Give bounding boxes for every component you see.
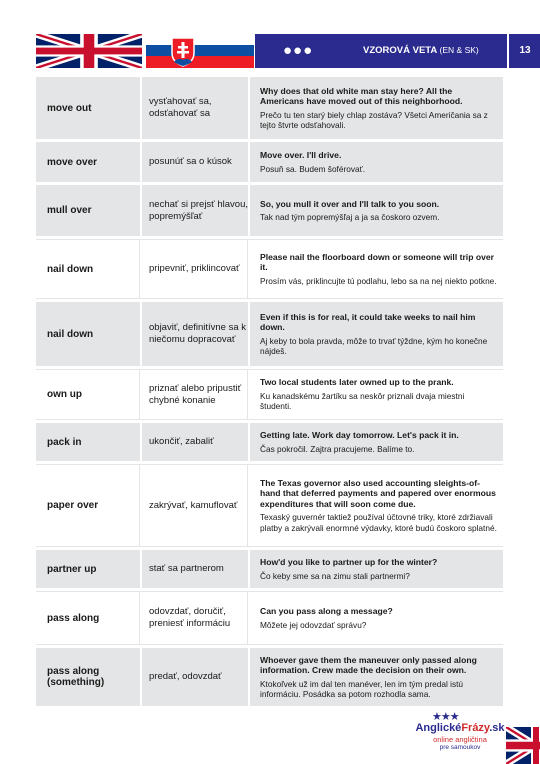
example-en: Whoever gave them the maneuver only passed along information. Crew made the decision on their own.	[260, 654, 477, 675]
title-text: VZOROVÁ VETA	[363, 45, 437, 56]
example-cell	[250, 592, 503, 644]
example-en: The Texas governor also used accounting sleights-of-hand that deferred payments and papered over enormous expenditures that will soon come due.	[260, 477, 496, 509]
example-en: Getting late. Work day tomorrow. Let's pack it in.	[260, 430, 459, 440]
table-row	[36, 142, 503, 182]
example-en: How'd you like to partner up for the winter?	[260, 557, 438, 567]
verb-cell: move out	[36, 77, 140, 139]
example-sk: Ku kanadskému žartíku sa neskôr priznali dvaja miestni študenti.	[260, 390, 465, 412]
example-cell	[250, 465, 503, 546]
example-sk: Môžete jej odovzdať správu?	[260, 619, 367, 630]
stars-icon	[432, 710, 459, 723]
example-cell	[250, 240, 503, 298]
verb-cell: move over	[36, 142, 140, 182]
example-en: Move over. I'll drive.	[260, 150, 342, 160]
example-en: Please nail the floorboard down or someone will trip over it.	[260, 251, 494, 273]
example-sk: Čas pokročil. Zajtra pracujeme. Balíme to.	[260, 443, 415, 454]
page-header	[36, 34, 540, 68]
table-row	[36, 239, 503, 299]
uk-flag-icon	[36, 34, 142, 68]
table-row	[36, 369, 503, 420]
sk-flag-icon	[146, 34, 254, 68]
table-row	[36, 302, 503, 366]
verb-cell: paper over	[36, 465, 140, 546]
table-row	[36, 648, 503, 706]
example-cell	[250, 302, 503, 366]
brand-part1: Anglické	[415, 722, 462, 734]
verb-cell: pass along (something)	[36, 648, 140, 706]
example-sk: Čo keby sme sa na zimu stali partnermi?	[260, 570, 410, 581]
example-cell	[250, 142, 503, 182]
example-cell	[250, 370, 503, 419]
example-cell	[250, 185, 503, 236]
title-subtitle: (EN & SK)	[439, 45, 479, 55]
translation-cell: pripevniť, priklincovať	[142, 240, 248, 298]
translation-cell: stať sa partnerom	[142, 550, 248, 588]
brand-part2: Frázy	[461, 722, 490, 734]
table-row	[36, 423, 503, 461]
example-en: So, you mull it over and I'll talk to you soon.	[260, 198, 440, 209]
translation-cell: priznať alebo pripustiť chybné konanie	[142, 370, 248, 419]
example-cell	[250, 423, 503, 461]
tagline-1: online angličtina	[433, 735, 487, 744]
uk-flag-corner-icon	[506, 727, 540, 764]
table-row	[36, 591, 503, 645]
example-sk: Texaský guvernér taktiež používal účtovné triky, ktoré zdržiavali platby a zakrývali enormné výdavky, ktoré budú čoskoro splatné.	[260, 512, 497, 533]
example-en: Why does that old white man stay here? All the Americans have moved out of this neighborhood.	[260, 85, 463, 106]
page-title	[363, 45, 479, 56]
stars-glyphs: ★★★	[432, 711, 459, 723]
example-cell	[250, 550, 503, 588]
table-row	[36, 185, 503, 236]
brand-part3: .sk	[489, 722, 505, 734]
verb-cell: own up	[36, 370, 140, 419]
translation-cell: predať, odovzdať	[142, 648, 248, 706]
table-row	[36, 77, 503, 139]
table-row	[36, 550, 503, 588]
brand-logo[interactable]	[410, 711, 510, 752]
dots-icon: ●●●	[283, 42, 314, 59]
example-en: Two local students later owned up to the prank.	[260, 377, 454, 388]
example-sk: Prosím vás, priklincujte tú podlahu, lebo sa na nej niekto potkne.	[260, 275, 497, 286]
example-sk: Posuň sa. Budem šoférovať.	[260, 163, 366, 174]
example-cell	[250, 648, 503, 706]
translation-cell: vysťahovať sa, odsťahovať sa	[142, 77, 248, 139]
translation-cell: zakrývať, kamuflovať	[142, 465, 248, 546]
translation-cell: ukončiť, zabaliť	[142, 423, 248, 461]
example-cell	[250, 77, 503, 139]
example-en: Can you pass along a message?	[260, 606, 393, 616]
brand-name	[410, 722, 510, 735]
verb-cell: partner up	[36, 550, 140, 588]
verb-cell: nail down	[36, 240, 140, 298]
tagline-2: pre samoukov	[439, 744, 481, 751]
verb-cell: pass along	[36, 592, 140, 644]
translation-cell: posunúť sa o kúsok	[142, 142, 248, 182]
page-number: 13	[507, 34, 540, 68]
verb-cell: nail down	[36, 302, 140, 366]
example-en: Even if this is for real, it could take weeks to nail him down.	[260, 311, 476, 332]
example-sk: Tak nad tým popremýšľaj a ja sa čoskoro ozvem.	[260, 212, 440, 222]
example-sk: Aj keby to bola pravda, môže to trvať týždne, kým ho konečne nájdeš.	[260, 335, 488, 356]
translation-cell: objaviť, definitívne sa k niečomu dopracovať	[142, 302, 248, 366]
translation-cell: odovzdať, doručiť, preniesť informáciu	[142, 592, 248, 644]
verb-cell: pack in	[36, 423, 140, 461]
example-sk: Ktokoľvek už im dal ten manéver, len im tým predal istú informáciu. Posádka sa potom rozhodla sama.	[260, 678, 464, 699]
translation-cell: nechať si prejsť hlavou, popremýšľať	[142, 185, 248, 236]
table-row	[36, 464, 503, 547]
example-sk: Prečo tu ten starý biely chlap zostáva? Všetci Američania sa z tejto štvrte odsťahovali.	[260, 109, 488, 130]
header-bar	[255, 34, 540, 68]
verb-cell: mull over	[36, 185, 140, 236]
